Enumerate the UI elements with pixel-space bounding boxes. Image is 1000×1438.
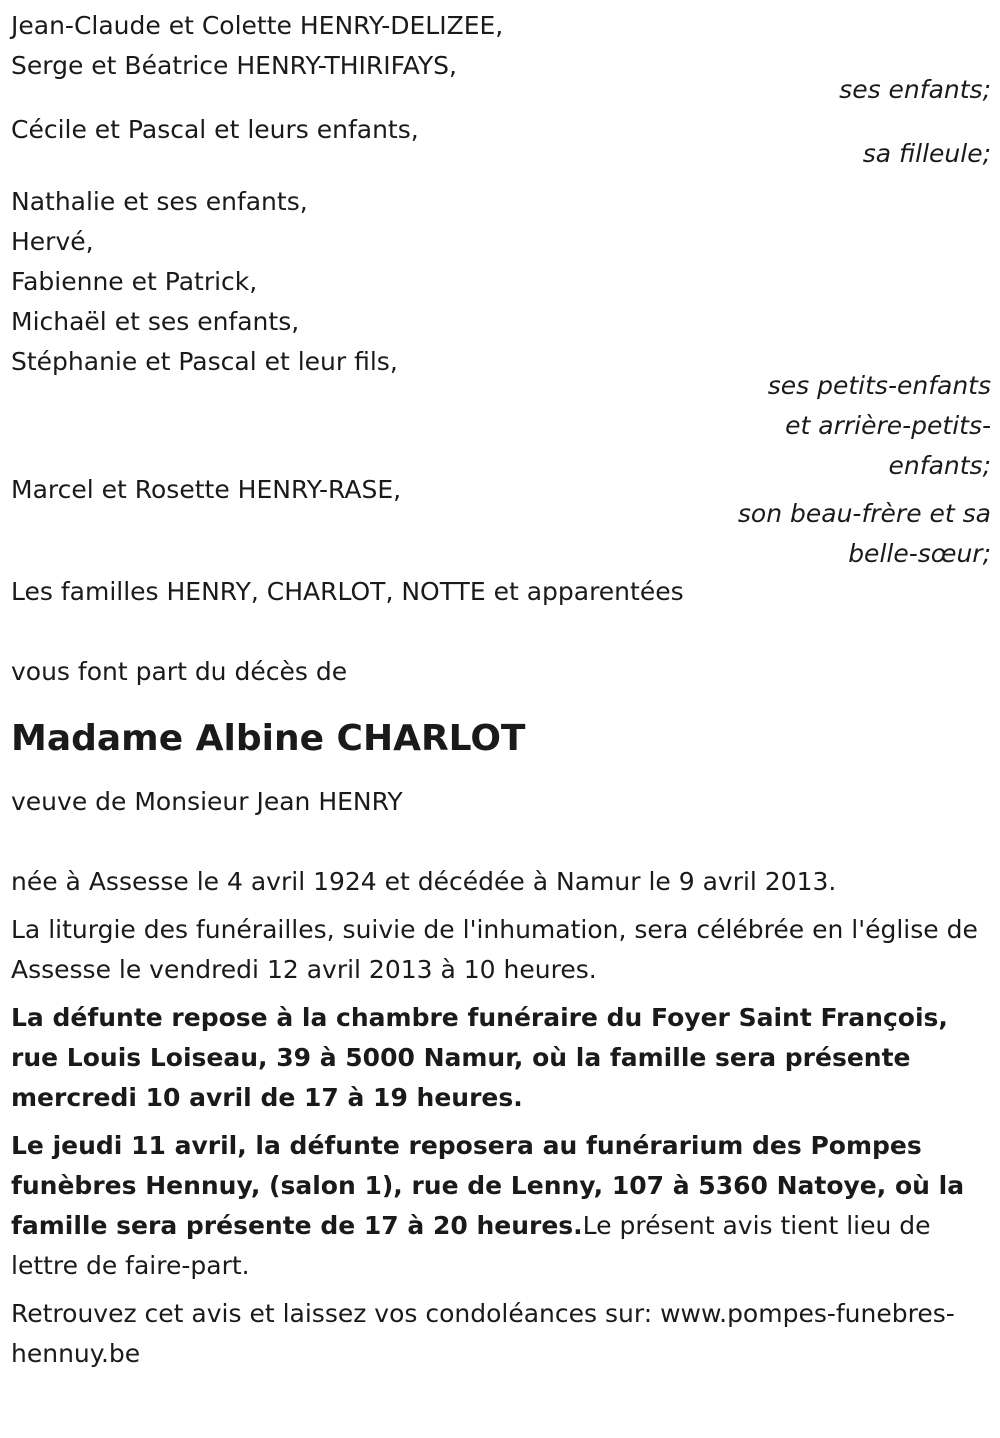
godchild-role: sa filleule; — [862, 139, 991, 168]
grandchild-line: Nathalie et ses enfants, — [11, 187, 308, 216]
godchild-line: Cécile et Pascal et leurs enfants, — [11, 115, 419, 144]
birth-death: née à Assesse le 4 avril 1924 et décédée à Namur le 9 avril 2013. — [11, 867, 837, 896]
widow-of: veuve de Monsieur Jean HENRY — [11, 787, 403, 816]
notice-text: Le présent avis tient lieu de lettre de faire-part. — [11, 1211, 931, 1280]
grandchildren-role: et arrière-petits- — [785, 411, 991, 440]
rest-thursday-bold: Le jeudi 11 avril, la défunte reposera au funérarium des Pompes funèbres Hennuy, (salon 1), rue de Lenny, 107 à 5360 Natoye, où la famille sera présente de 17 à 20 heures. — [11, 1131, 965, 1240]
rest-thursday-paragraph — [11, 1126, 991, 1286]
grandchild-line: Michaël et ses enfants, — [11, 307, 300, 336]
announcement: vous font part du décès de — [11, 657, 348, 686]
liturgy-paragraph: La liturgie des funérailles, suivie de l'inhumation, sera célébrée en l'église de Assesse le vendredi 12 avril 2013 à 10 heures. — [11, 915, 978, 984]
grandchild-line: Hervé, — [11, 227, 94, 256]
inlaws-role: son beau-frère et sa — [737, 499, 991, 528]
child-line: Serge et Béatrice HENRY-THIRIFAYS, — [11, 51, 457, 80]
children-role: ses enfants; — [839, 75, 991, 104]
grandchildren-role: ses petits-enfants — [767, 371, 991, 400]
death-notice — [11, 6, 991, 1374]
grandchild-line: Fabienne et Patrick, — [11, 267, 258, 296]
deceased-name: Madame Albine CHARLOT — [11, 718, 526, 759]
families-line: Les familles HENRY, CHARLOT, NOTTE et apparentées — [11, 577, 684, 606]
grandchild-line: Stéphanie et Pascal et leur fils, — [11, 347, 398, 376]
grandchildren-role: enfants; — [888, 451, 991, 480]
rest-wednesday-paragraph: La défunte repose à la chambre funéraire du Foyer Saint François, rue Louis Loiseau, 39 à 5000 Namur, où la famille sera présente mercredi 10 avril de 17 à 19 heures. — [11, 1003, 948, 1112]
inlaws-line: Marcel et Rosette HENRY-RASE, — [11, 475, 402, 504]
inlaws-role: belle-sœur; — [848, 539, 991, 568]
child-line: Jean-Claude et Colette HENRY-DELIZEE, — [11, 11, 504, 40]
condolences-paragraph: Retrouvez cet avis et laissez vos condoléances sur: www.pompes-funebres-hennuy.be — [11, 1299, 955, 1368]
